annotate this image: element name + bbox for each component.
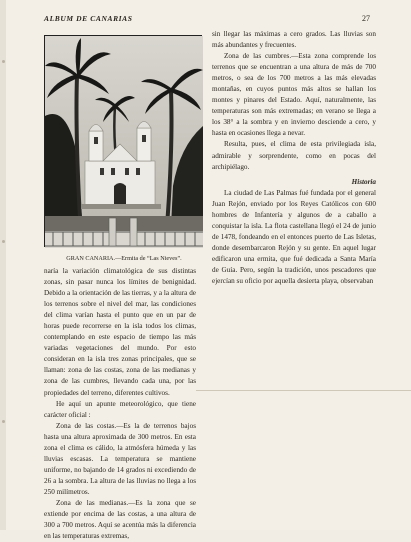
hermitage-illustration — [45, 36, 203, 248]
paragraph: sin llegar las máximas a cero grados. Las lluvias son más abundantes y frecuentes. — [212, 30, 376, 50]
right-column — [212, 29, 376, 287]
running-header: ALBUM DE CANARIAS — [44, 14, 133, 23]
torn-page-area — [196, 390, 411, 530]
binding-hole — [2, 60, 5, 63]
paragraph: Zona de las medianas.—Es la zona que se extiende por encima de las costas, a una altura de 300 a 700 metros. Aquí se acentúa más la diferencia en las temperaturas extremas, — [44, 498, 196, 541]
photo-caption: GRAN CANARIA.—Ermita de “Las Nieves”. — [66, 255, 182, 262]
binding-hole — [2, 420, 5, 423]
paragraph: naría la variación climatológica de sus distintas zonas, sin pasar nunca los límites de benignidad. Debido a la orientación de las tierras, y a la altura de los terrenos sobre el nivel del mar, las condiciones del clima varían hasta el punto que en un par de horas puede recorrerse en la isla todos los climas, contemplando en este espacio de tiempo las más variadas vegetaciones del mundo. Por esto consideran en la isla tres zonas principales, que se llaman: zona de las costas, zona de las medianas y zona de las cumbres, llevando cada una, por las propiedades del terreno, diferentes cultivos. — [44, 267, 196, 397]
paragraph: Resulta, pues, el clima de esta privilegiada isla, admirable y sorprendente, como en pocas del archipiélago. — [212, 140, 376, 171]
paragraph: He aquí un apunte meteorológico, que tiene carácter oficial : — [44, 399, 196, 419]
left-column — [44, 266, 196, 542]
page-number: 27 — [362, 14, 370, 23]
section-heading: Historia — [351, 177, 376, 186]
binding-edge — [0, 0, 6, 530]
hermitage-photo — [44, 35, 202, 247]
paragraph: Zona de las costas.—Es la de terrenos bajos hasta una altura aproximada de 300 metros. En esta zona el clima es cálido, la atmósfera húmeda y las lluvias escasas. La temperatura se mantiene uniforme, no bajando de 14 grados ni excediendo de 26 a la sombra. La altura de las lluvias no llega a los 250 milímetros. — [44, 421, 196, 496]
paragraph: Zona de las cumbres.—Esta zona comprende los terrenos que se encuentran a una altura de más de 700 metros, o sea de los 700 metros a las más elevadas montañas, en cuyos puntos más altos se hallan los montes y pinares del Estado. Aquí, naturalmente, las temperaturas son más extremadas; en verano se llega a los 38° a la sombra y en invierno desciende a cero, y hasta en ocasiones llega a nevar. — [212, 52, 376, 138]
paragraph: La ciudad de Las Palmas fué fundada por el general Juan Rejón, enviado por los Reyes Católicos con 600 hombres de Infantería y algunos de a caballo a conquistar la isla. La flota castellana llegó el 24 de junio de 1478, fondeando en el entonces puerto de Las Isletas, donde desembarcaron Rejón y su gente. En aquel lugar edificaron una ermita, que fué dedicada a Santa María de Guía. Pero, según la tradición, unos pescadores que ejercían su oficio por aquella desierta playa, observaban — [212, 188, 376, 285]
binding-hole — [2, 240, 5, 243]
